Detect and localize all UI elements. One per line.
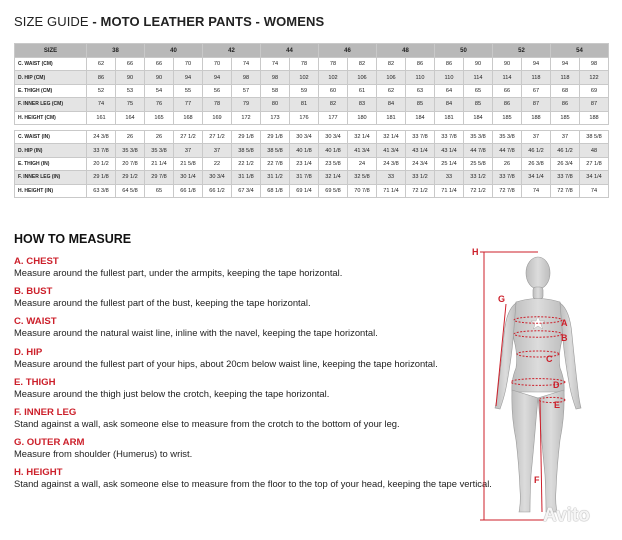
row-label: D. HIP (IN)	[15, 144, 87, 157]
table-cell: 23 5/8	[319, 157, 348, 170]
table-cell: 67	[522, 84, 551, 97]
table-cell: 72 1/2	[464, 184, 493, 197]
table-row	[15, 144, 609, 157]
table-cell: 68	[551, 84, 580, 97]
measure-description: Measure around the fullest part of your hips, about 20cm below waist line, keeping the tape horizontal.	[14, 357, 438, 369]
row-label: D. HIP (CM)	[15, 71, 87, 84]
table-cell: 180	[348, 111, 377, 124]
table-cell: 74	[232, 58, 261, 71]
table-cell: 78	[319, 58, 348, 71]
table-cell: 74	[87, 98, 116, 111]
table-cell: 68 1/8	[261, 184, 290, 197]
table-cell: 25 5/8	[464, 157, 493, 170]
table-cell: 67 3/4	[232, 184, 261, 197]
table-cell: 69	[580, 84, 609, 97]
table-row	[15, 111, 609, 124]
table-cell: 64 5/8	[116, 184, 145, 197]
table-cell: 40 1/8	[290, 144, 319, 157]
table-cell: 44 7/8	[464, 144, 493, 157]
table-cell: 79	[232, 98, 261, 111]
table-cell: 114	[464, 71, 493, 84]
table-cell: 33 1/2	[406, 171, 435, 184]
table-row	[15, 171, 609, 184]
table-cell: 80	[261, 98, 290, 111]
table-cell: 86	[493, 98, 522, 111]
table-cell: 24 3/4	[406, 157, 435, 170]
table-cell: 32 1/4	[377, 130, 406, 143]
row-label: F. INNER LEG (CM)	[15, 98, 87, 111]
table-cell: 72 7/8	[493, 184, 522, 197]
table-cell: 181	[377, 111, 406, 124]
table-cell: 29 1/2	[116, 171, 145, 184]
measure-heading: D. HIP	[14, 346, 43, 358]
avito-watermark: Avito	[543, 505, 590, 526]
table-cell: 65	[464, 84, 493, 97]
table-cell: 118	[522, 71, 551, 84]
table-cell: 118	[551, 71, 580, 84]
table-cell: 63 3/8	[87, 184, 116, 197]
table-cell: 41 3/4	[348, 144, 377, 157]
label-f: F	[534, 475, 540, 485]
table-cell: 35 3/8	[116, 144, 145, 157]
table-cell: 34 1/4	[580, 171, 609, 184]
body-figure	[464, 240, 614, 525]
table-cell: 60	[319, 84, 348, 97]
table-cell: 25 1/4	[435, 157, 464, 170]
table-cell: 22 7/8	[261, 157, 290, 170]
table-cell: 83	[348, 98, 377, 111]
table-cell: 66 1/2	[203, 184, 232, 197]
table-cell: 77	[174, 98, 203, 111]
table-cell: 78	[290, 58, 319, 71]
table-cell: 122	[580, 71, 609, 84]
table-cell: 43 1/4	[435, 144, 464, 157]
table-cell: 181	[435, 111, 464, 124]
table-cell: 86	[406, 58, 435, 71]
table-cell: 56	[203, 84, 232, 97]
measure-item	[14, 316, 464, 339]
table-cell: 38 5/8	[261, 144, 290, 157]
table-cell: 184	[406, 111, 435, 124]
table-cell: 71 1/4	[377, 184, 406, 197]
table-cell: 33	[435, 171, 464, 184]
table-cell: 75	[116, 98, 145, 111]
table-cell: 82	[319, 98, 348, 111]
table-cell: 37	[174, 144, 203, 157]
size-header-3: 42	[203, 44, 261, 58]
size-header-4: 44	[261, 44, 319, 58]
label-a: A	[561, 318, 568, 328]
table-cell: 38 5/8	[580, 130, 609, 143]
measure-description: Measure around the fullest part of the bust, keeping the tape horizontal.	[14, 297, 311, 309]
size-table-body	[15, 58, 609, 198]
table-cell: 26	[116, 130, 145, 143]
table-cell: 26	[145, 130, 174, 143]
table-cell: 31 1/2	[261, 171, 290, 184]
table-cell: 52	[87, 84, 116, 97]
measure-heading: B. BUST	[14, 286, 53, 298]
label-c: C	[546, 354, 553, 364]
table-cell: 98	[232, 71, 261, 84]
table-cell: 69 1/4	[290, 184, 319, 197]
table-cell: 86	[551, 98, 580, 111]
table-cell: 57	[232, 84, 261, 97]
table-cell: 31 7/8	[290, 171, 319, 184]
size-table	[14, 43, 609, 198]
table-cell: 168	[174, 111, 203, 124]
table-cell: 32 5/8	[348, 171, 377, 184]
table-cell: 66	[116, 58, 145, 71]
table-cell: 74	[580, 184, 609, 197]
measure-description: Measure around the natural waist line, inline with the navel, keeping the tape horizontal.	[14, 327, 378, 339]
table-cell: 94	[203, 71, 232, 84]
table-row	[15, 98, 609, 111]
table-cell: 102	[290, 71, 319, 84]
page-title	[14, 14, 324, 29]
table-cell: 161	[87, 111, 116, 124]
label-b: B	[561, 333, 568, 343]
table-cell: 33 7/8	[87, 144, 116, 157]
table-cell: 66	[493, 84, 522, 97]
table-cell: 94	[551, 58, 580, 71]
table-cell: 21 1/4	[145, 157, 174, 170]
table-cell: 87	[522, 98, 551, 111]
measure-heading: C. WAIST	[14, 316, 57, 328]
table-cell: 185	[493, 111, 522, 124]
table-cell: 26 3/8	[522, 157, 551, 170]
size-header-6: 48	[377, 44, 435, 58]
table-cell: 33	[377, 171, 406, 184]
table-cell: 106	[348, 71, 377, 84]
table-cell: 110	[435, 71, 464, 84]
table-cell: 37	[203, 144, 232, 157]
table-cell: 86	[435, 58, 464, 71]
how-to-measure-title: HOW TO MEASURE	[14, 232, 132, 246]
size-header-label: SIZE	[15, 44, 87, 58]
table-cell: 22	[203, 157, 232, 170]
table-cell: 37	[551, 130, 580, 143]
table-cell: 70 7/8	[348, 184, 377, 197]
size-header-5: 46	[319, 44, 377, 58]
table-row	[15, 184, 609, 197]
table-cell: 84	[435, 98, 464, 111]
table-cell: 26 3/4	[551, 157, 580, 170]
table-cell: 33 7/8	[406, 130, 435, 143]
table-cell: 27 1/8	[580, 157, 609, 170]
table-cell: 90	[116, 71, 145, 84]
table-cell: 30 3/4	[290, 130, 319, 143]
table-cell: 21 5/8	[174, 157, 203, 170]
table-cell: 48	[580, 144, 609, 157]
table-cell: 185	[551, 111, 580, 124]
size-header-row	[15, 44, 609, 58]
table-cell: 87	[580, 98, 609, 111]
table-cell: 20 1/2	[87, 157, 116, 170]
table-cell: 65	[145, 184, 174, 197]
table-cell: 84	[377, 98, 406, 111]
table-cell: 76	[145, 98, 174, 111]
table-cell: 29 1/8	[232, 130, 261, 143]
table-cell: 32 1/4	[348, 130, 377, 143]
table-cell: 35 3/8	[145, 144, 174, 157]
table-cell: 81	[290, 98, 319, 111]
table-row	[15, 157, 609, 170]
table-cell: 69 5/8	[319, 184, 348, 197]
table-cell: 43 1/4	[406, 144, 435, 157]
table-cell: 66 1/8	[174, 184, 203, 197]
table-cell: 30 3/4	[203, 171, 232, 184]
table-row	[15, 130, 609, 143]
table-cell: 33 1/2	[464, 171, 493, 184]
table-cell: 55	[174, 84, 203, 97]
measure-heading: E. THIGH	[14, 376, 56, 388]
measure-description: Stand against a wall, ask someone else to measure from the crotch to the bottom of your leg.	[14, 417, 400, 429]
table-cell: 106	[377, 71, 406, 84]
row-label: E. THIGH (IN)	[15, 157, 87, 170]
table-cell: 70	[174, 58, 203, 71]
table-cell: 72 1/2	[406, 184, 435, 197]
table-cell: 98	[580, 58, 609, 71]
table-cell: 176	[290, 111, 319, 124]
measure-item	[14, 286, 464, 309]
table-cell: 64	[435, 84, 464, 97]
size-header-9: 54	[551, 44, 609, 58]
measure-item	[14, 347, 464, 370]
size-header-1: 38	[87, 44, 145, 58]
table-cell: 74	[522, 184, 551, 197]
table-row	[15, 58, 609, 71]
measure-instructions	[14, 256, 492, 498]
table-row	[15, 71, 609, 84]
table-row	[15, 84, 609, 97]
table-cell: 90	[493, 58, 522, 71]
table-cell: 78	[203, 98, 232, 111]
table-cell: 54	[145, 84, 174, 97]
measure-heading: A. CHEST	[14, 256, 59, 267]
row-label: C. WAIST (CM)	[15, 58, 87, 71]
measure-item	[14, 437, 464, 460]
table-cell: 188	[580, 111, 609, 124]
table-cell: 94	[174, 71, 203, 84]
measure-heading: G. OUTER ARM	[14, 437, 85, 449]
table-cell: 102	[319, 71, 348, 84]
table-cell: 62	[87, 58, 116, 71]
table-cell: 41 3/4	[377, 144, 406, 157]
title-prefix: SIZE GUIDE	[14, 14, 89, 29]
row-label: C. WAIST (IN)	[15, 130, 87, 143]
table-cell: 27 1/2	[174, 130, 203, 143]
table-cell: 33 7/8	[493, 171, 522, 184]
table-cell: 110	[406, 71, 435, 84]
table-cell: 53	[116, 84, 145, 97]
table-cell: 29 1/8	[261, 130, 290, 143]
table-cell: 70	[203, 58, 232, 71]
measure-description: Measure around the thigh just below the crotch, keeping the tape horizontal.	[14, 387, 330, 399]
table-cell: 24 3/8	[87, 130, 116, 143]
table-cell: 85	[464, 98, 493, 111]
table-cell: 35 3/8	[464, 130, 493, 143]
measure-item	[14, 377, 464, 400]
table-cell: 58	[261, 84, 290, 97]
table-cell: 22 1/2	[232, 157, 261, 170]
table-cell: 63	[406, 84, 435, 97]
table-cell: 33 7/8	[435, 130, 464, 143]
table-cell: 66	[145, 58, 174, 71]
label-d: D	[553, 380, 560, 390]
row-label: H. HEIGHT (CM)	[15, 111, 87, 124]
size-header-2: 40	[145, 44, 203, 58]
mannequin-silhouette	[495, 257, 581, 512]
table-cell: 38 5/8	[232, 144, 261, 157]
table-cell: 82	[377, 58, 406, 71]
title-product: - MOTO LEATHER PANTS - WOMENS	[88, 14, 325, 29]
table-cell: 62	[377, 84, 406, 97]
table-cell: 90	[464, 58, 493, 71]
table-cell: 165	[145, 111, 174, 124]
table-cell: 90	[145, 71, 174, 84]
table-cell: 44 7/8	[493, 144, 522, 157]
table-cell: 86	[87, 71, 116, 84]
table-cell: 59	[290, 84, 319, 97]
table-cell: 40 1/8	[319, 144, 348, 157]
label-g: G	[498, 294, 506, 304]
table-cell: 30 1/4	[174, 171, 203, 184]
row-label: E. THIGH (CM)	[15, 84, 87, 97]
table-cell: 74	[261, 58, 290, 71]
table-cell: 98	[261, 71, 290, 84]
table-cell: 31 1/8	[232, 171, 261, 184]
table-cell: 177	[319, 111, 348, 124]
measure-heading: F. INNER LEG	[14, 406, 77, 418]
measure-item	[14, 407, 464, 430]
table-cell: 114	[493, 71, 522, 84]
table-cell: 61	[348, 84, 377, 97]
table-cell: 72 7/8	[551, 184, 580, 197]
table-cell: 37	[522, 130, 551, 143]
table-cell: 82	[348, 58, 377, 71]
table-cell: 164	[116, 111, 145, 124]
measure-item	[14, 467, 492, 490]
table-cell: 33 7/8	[551, 171, 580, 184]
table-cell: 169	[203, 111, 232, 124]
table-cell: 20 7/8	[116, 157, 145, 170]
table-cell: 27 1/2	[203, 130, 232, 143]
table-cell: 46 1/2	[522, 144, 551, 157]
table-cell: 46 1/2	[551, 144, 580, 157]
table-cell: 34 1/4	[522, 171, 551, 184]
measure-description: Measure around the fullest part, under the armpits, keeping the tape horizontal.	[14, 267, 343, 278]
size-header-8: 52	[493, 44, 551, 58]
table-cell: 35 3/8	[493, 130, 522, 143]
measure-item	[14, 256, 464, 279]
table-cell: 94	[522, 58, 551, 71]
table-cell: 23 1/4	[290, 157, 319, 170]
label-h: H	[472, 247, 479, 257]
table-cell: 24	[348, 157, 377, 170]
table-cell: 29 1/8	[87, 171, 116, 184]
table-cell: 26	[493, 157, 522, 170]
row-label: H. HEIGHT (IN)	[15, 184, 87, 197]
table-cell: 85	[406, 98, 435, 111]
table-cell: 29 7/8	[145, 171, 174, 184]
label-e: E	[554, 400, 561, 410]
row-label: F. INNER LEG (IN)	[15, 171, 87, 184]
table-cell: 173	[261, 111, 290, 124]
table-cell: 32 1/4	[319, 171, 348, 184]
table-cell: 24 3/8	[377, 157, 406, 170]
measure-description: Measure from shoulder (Humerus) to wrist.	[14, 448, 193, 460]
table-cell: 30 3/4	[319, 130, 348, 143]
table-cell: 71 1/4	[435, 184, 464, 197]
measure-description: Stand against a wall, ask someone else to measure from the floor to the top of your head, keeping the tape vertical.	[14, 478, 492, 490]
measure-heading: H. HEIGHT	[14, 467, 63, 479]
table-cell: 184	[464, 111, 493, 124]
table-cell: 172	[232, 111, 261, 124]
table-cell: 188	[522, 111, 551, 124]
size-header-7: 50	[435, 44, 493, 58]
